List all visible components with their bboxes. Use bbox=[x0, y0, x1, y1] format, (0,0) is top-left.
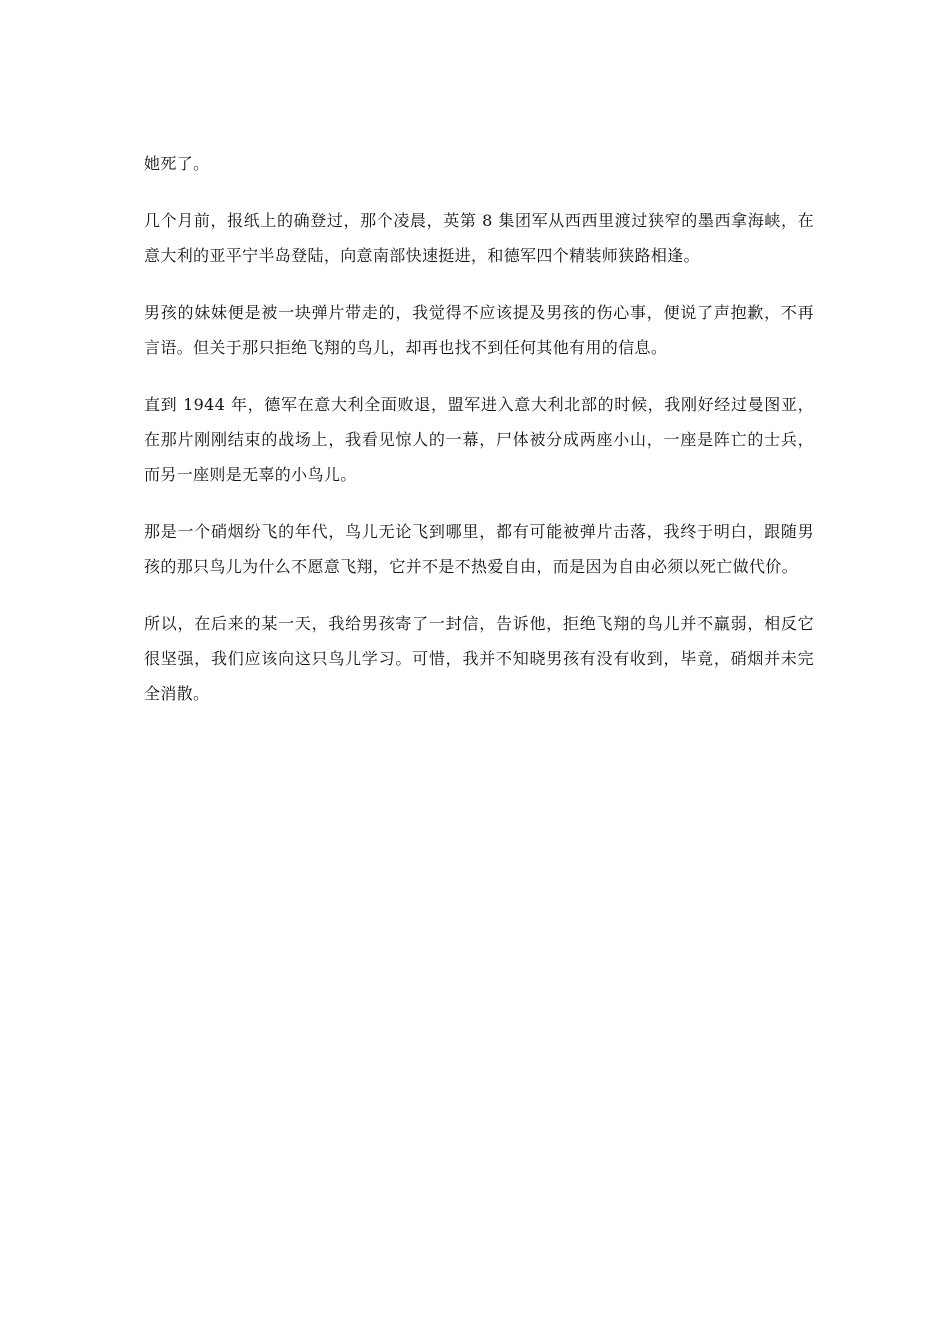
paragraph: 几个月前，报纸上的确登过，那个凌晨，英第 8 集团军从西西里渡过狭窄的墨西拿海峡，在意大利的亚平宁半岛登陆，向意南部快速挺进，和德军四个精装师狭路相逢。 bbox=[144, 211, 814, 265]
paragraph: 那是一个硝烟纷飞的年代，鸟儿无论飞到哪里，都有可能被弹片击落，我终于明白，跟随男孩的那只鸟儿为什么不愿意飞翔，它并不是不热爱自由，而是因为自由必须以死亡做代价。 bbox=[144, 522, 814, 576]
paragraph: 直到 1944 年，德军在意大利全面败退，盟军进入意大利北部的时候，我刚好经过曼图亚，在那片刚刚结束的战场上，我看见惊人的一幕，尸体被分成两座小山，一座是阵亡的士兵，而另一座则是无辜的小鸟儿。 bbox=[144, 395, 814, 484]
paragraph: 她死了。 bbox=[144, 154, 210, 173]
paragraph: 男孩的妹妹便是被一块弹片带走的，我觉得不应该提及男孩的伤心事，便说了声抱歉，不再言语。但关于那只拒绝飞翔的鸟儿，却再也找不到任何其他有用的信息。 bbox=[144, 303, 814, 357]
paragraph: 所以，在后来的某一天，我给男孩寄了一封信，告诉他，拒绝飞翔的鸟儿并不羸弱，相反它很坚强，我们应该向这只鸟儿学习。可惜，我并不知晓男孩有没有收到，毕竟，硝烟并未完全消散。 bbox=[144, 614, 814, 703]
article-body bbox=[144, 146, 814, 733]
